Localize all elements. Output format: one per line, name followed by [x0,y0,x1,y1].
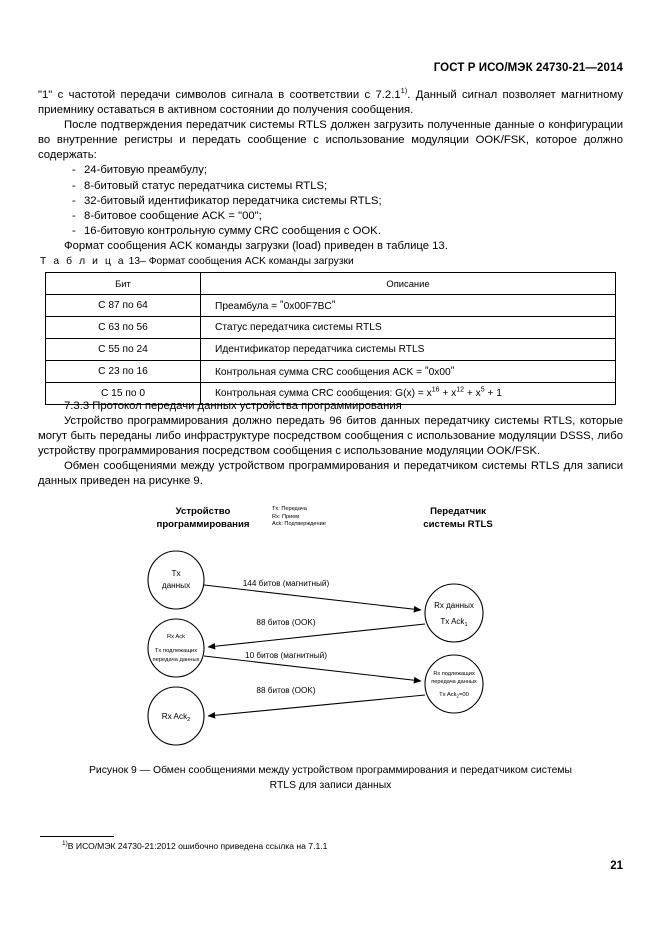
node-text-tx-ack2 [439,692,469,699]
quote-open: ” [424,365,429,377]
paragraph-after-acknowledgement: После подтверждения передатчик системы RTLS должен загрузить полученные данные о конфигурации во внутренние регистры и передать сообщение с использование модуляции OOK/FSK, которое должно содержать: [38,119,623,162]
node-text-tx-pending-1: Tx подлежащих [154,648,198,654]
node-circle-tx-data [148,551,204,609]
footnote-marker: 1) [62,840,68,848]
section-heading-7-3-3: 7.3.3 Протокол передачи данных устройства программирования [64,400,402,412]
figure-label-rtls-line2: системы RTLS [423,518,493,530]
table-cell-bit: С 23 по 16 [46,361,201,383]
table-header-bit: Бит [46,273,201,295]
node-circle-rx-data-tx-ack1 [425,584,483,642]
table-cell-bit: С 87 по 64 [46,295,201,317]
table-row [46,339,616,361]
crc-exponent-3: 5 [480,386,485,394]
crc-plus-1: + [439,388,452,399]
node-text-tx-ack2-sub: 2 [456,693,460,699]
figure-label-programmer-line2: программирования [156,518,250,530]
node-text-tx-ack1-base: Tx Ack [440,617,465,626]
table-row [46,317,616,339]
table-row [46,295,616,317]
figure-9-caption [38,763,623,793]
table-header-row [46,273,616,295]
table-cell-bit: С 63 по 56 [46,317,201,339]
cell-value: 0x00F7BC [283,301,332,312]
table-cell-description: Идентификатор передатчика системы RTLS [201,339,616,361]
figure-diagram-svg [0,500,661,750]
cell-value: 0x00 [428,367,451,378]
crc-plus-2: + [464,388,476,399]
footnote-separator-rule [40,836,114,837]
node-text-rx-ack2-base: Rx Ack [161,712,188,721]
table-cell-bit: С 15 по 0 [46,383,201,405]
table-cell-description [201,295,616,317]
node-text-tx-ack1-sub: 1 [464,622,468,628]
document-header-standard-number: ГОСТ Р ИСО/МЭК 24730-21—2014 [433,62,623,74]
cell-text: Контрольная сумма CRC сообщения: G(x) = x [215,388,432,399]
node-text-rx-ack: Rx Ack [166,634,186,640]
list-item: - 8-битовое сообщение ACK = "00"; [38,209,623,224]
cell-text: Преамбула = [215,301,280,312]
message-contents-list [38,163,623,238]
node-text-rx-ack2 [162,712,191,723]
cell-text: Контрольная сумма CRC сообщения ACK = [215,367,425,378]
paragraph-signal-part1: "1" с частотой передачи символов сигнала в соответствии с 7.2.1 [38,89,401,101]
arrow-144-bits-magnetic [204,585,421,610]
paragraph-programmer-data: Устройство программирования должно передать 96 битов данных передатчику системы RTLS, которые могут быть переданы либо инфраструктуре посредством сообщения с использование модуляции DSSS, либо устройству программирования посредством сообщения с использование модуляции OOK/FSK. [38,415,623,458]
crc-exponent-1: 16 [431,386,440,394]
node-text-rx-data: Rx данных [434,601,474,610]
figure-label-programmer-line1: Устройство [175,506,231,517]
legend-item-ack: Ack: Подтверждение [272,521,326,528]
table-cell-bit: С 55 по 24 [46,339,201,361]
footnote-body: В ИСО/МЭК 24730-21:2012 ошибочно приведена ссылка на 7.1.1 [67,841,328,851]
table-row [46,361,616,383]
node-text-rx-ack2-sub: 2 [187,717,191,723]
arrow-88-bits-ook-upper [208,624,425,647]
node-text-rx-pending-2: передача данных [431,679,477,685]
table-cell-description: Статус передатчика системы RTLS [201,317,616,339]
legend-item-tx: Tx: Передача [272,506,307,512]
figure-label-rtls-line1: Передатчик [430,506,486,517]
paragraph-signal-part2: . Данный сигнал позволяет магнитному приемнику оставаться в активном состоянии до получения сообщения. [38,89,623,117]
arrow-label-88-bits-lower: 88 битов (OOK) [256,686,316,695]
node-text-tx-ack2-post: =00 [459,692,469,698]
table-cell-description [201,361,616,383]
node-text-tx-ack1 [440,617,467,628]
figure-9-message-exchange-diagram [0,500,661,750]
table-header-description: Описание [201,273,616,295]
quote-open: ” [279,299,284,311]
node-text-tx: Tx [171,569,181,578]
page-number: 21 [610,860,623,872]
table-caption-text: Формат сообщения ACK команды загрузки [148,256,354,267]
figure-caption-line2: RTLS для записи данных [269,780,392,791]
list-item: - 8-битовый статус передатчика системы RTLS; [38,179,623,194]
table-ack-load-message-format [45,272,616,405]
crc-constant: 1 [496,388,502,399]
body-text-block-upper [38,88,623,254]
quote-close: ” [450,365,455,377]
node-text-rx-pending-1: Rx подлежащих [433,671,475,677]
footnote-reference-marker: 1) [400,86,408,96]
crc-base-2: x [451,388,457,399]
node-text-tx-pending-2: передача данных [152,657,200,663]
paragraph-message-exchange: Обмен сообщениями между устройством программирования и передатчиком системы RTLS для записи данных приведен на рисунке 9. [38,460,623,488]
body-text-block-lower [38,399,623,490]
node-text-tx-data: данных [161,581,191,590]
arrow-label-144-bits: 144 битов (магнитный) [242,579,330,588]
paragraph-table-reference: Формат сообщения ACK команды загрузки (load) приведен в таблице 13. [64,239,448,252]
table-caption-label: Т а б л и ц а [40,256,126,267]
figure-caption-line1: Рисунок 9 — Обмен сообщениями между устройством программирования и передатчиком системы [88,765,572,776]
quote-close: ” [331,299,336,311]
legend-item-rx: Rx: Прием [272,513,300,520]
arrow-label-88-bits-upper: 88 битов (OOK) [256,618,316,627]
crc-plus-3: + [484,388,497,399]
arrow-label-10-bits: 10 битов (магнитный) [245,651,327,660]
crc-base-3: x [475,388,481,399]
arrow-88-bits-ook-lower [208,695,425,716]
crc-exponent-2: 12 [456,386,464,394]
list-item: - 24-битовую преамбулу; [38,163,623,178]
table-caption-number: 13– [128,256,146,267]
paragraph-signal-description [38,88,623,118]
node-text-tx-ack2-base: Tx Ack [439,692,457,698]
list-item: - 16-битовую контрольную сумму CRC сообщения с OOK. [38,224,623,239]
table-caption [40,256,354,267]
list-item: - 32-битовый идентификатор передатчика системы RTLS; [38,194,623,209]
footnote-text [62,840,327,852]
